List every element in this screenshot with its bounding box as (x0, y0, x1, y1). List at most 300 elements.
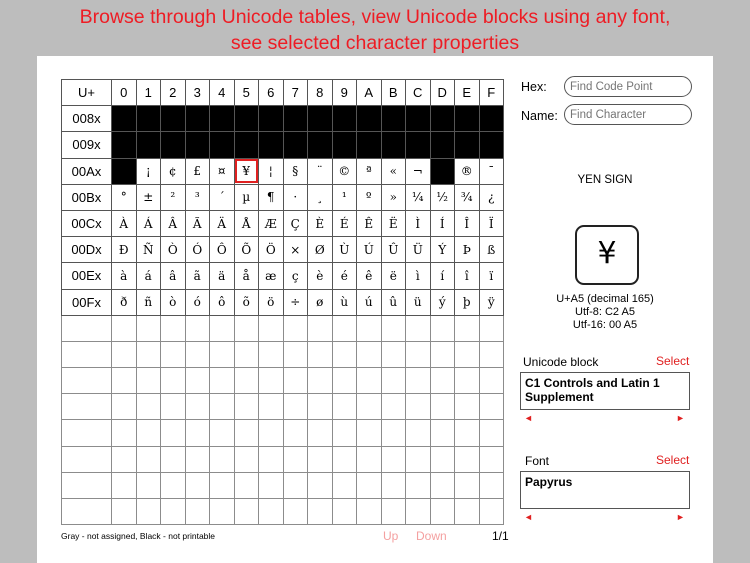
empty-cell (210, 499, 235, 525)
font-select-button[interactable]: Select (656, 453, 690, 467)
unicode-block-value[interactable]: C1 Controls and Latin 1 Supplement (520, 372, 690, 410)
column-header: B (381, 80, 406, 106)
character-cell[interactable] (406, 132, 431, 158)
character-cell[interactable]: ¯ (479, 158, 504, 184)
empty-cell (430, 420, 455, 446)
character-cell[interactable]: Æ (259, 210, 284, 236)
character-cell[interactable]: ú (357, 289, 382, 315)
table-corner-label: U+ (62, 80, 112, 106)
empty-cell (234, 446, 259, 472)
column-header: 2 (161, 80, 186, 106)
character-cell[interactable]: ÷ (283, 289, 308, 315)
empty-cell (112, 420, 137, 446)
row-label: 00Ax (62, 158, 112, 184)
empty-cell (161, 368, 186, 394)
empty-cell (479, 315, 504, 341)
character-cell[interactable] (455, 106, 480, 132)
empty-cell (479, 499, 504, 525)
empty-cell (210, 315, 235, 341)
empty-cell (430, 446, 455, 472)
empty-cell (308, 472, 333, 498)
empty-cell (161, 341, 186, 367)
character-cell[interactable]: Ï (479, 210, 504, 236)
empty-cell (234, 394, 259, 420)
character-cell[interactable]: Ã (185, 210, 210, 236)
empty-cell (185, 341, 210, 367)
character-cell[interactable]: Ü (406, 237, 431, 263)
empty-cell (455, 420, 480, 446)
empty-cell (332, 499, 357, 525)
character-cell[interactable] (210, 132, 235, 158)
column-header: 3 (185, 80, 210, 106)
character-cell[interactable] (455, 132, 480, 158)
character-cell[interactable]: × (283, 237, 308, 263)
empty-cell (283, 420, 308, 446)
empty-cell (479, 446, 504, 472)
character-cell[interactable]: ¶ (259, 184, 284, 210)
empty-cell (332, 472, 357, 498)
character-cell[interactable]: Ð (112, 237, 137, 263)
character-cell[interactable]: ÿ (479, 289, 504, 315)
empty-cell (234, 368, 259, 394)
empty-cell (185, 315, 210, 341)
empty-cell (210, 394, 235, 420)
empty-cell (455, 341, 480, 367)
character-cell[interactable]: â (161, 263, 186, 289)
character-cell[interactable]: Õ (234, 237, 259, 263)
empty-cell (210, 368, 235, 394)
character-cell[interactable]: è (308, 263, 333, 289)
empty-cell (185, 472, 210, 498)
character-cell[interactable]: ¸ (308, 184, 333, 210)
block-next-arrow-icon[interactable]: ► (676, 413, 685, 423)
empty-table-row (62, 341, 504, 367)
empty-cell (308, 446, 333, 472)
empty-cell (234, 472, 259, 498)
empty-cell (455, 394, 480, 420)
character-cell[interactable]: ù (332, 289, 357, 315)
empty-cell (308, 315, 333, 341)
empty-cell (381, 394, 406, 420)
empty-cell (112, 368, 137, 394)
character-cell[interactable]: ü (406, 289, 431, 315)
character-cell[interactable]: à (112, 263, 137, 289)
column-header: F (479, 80, 504, 106)
empty-cell (112, 499, 137, 525)
character-cell[interactable]: Ç (283, 210, 308, 236)
column-header: 6 (259, 80, 284, 106)
empty-cell (283, 368, 308, 394)
character-cell[interactable]: ² (161, 184, 186, 210)
character-cell[interactable] (308, 132, 333, 158)
empty-cell (234, 420, 259, 446)
empty-cell (308, 420, 333, 446)
character-cell[interactable]: Ê (357, 210, 382, 236)
table-row (62, 210, 504, 236)
empty-cell (161, 446, 186, 472)
empty-cell (136, 394, 161, 420)
empty-cell (406, 368, 431, 394)
character-cell[interactable] (234, 132, 259, 158)
empty-cell (234, 341, 259, 367)
character-cell[interactable]: ½ (430, 184, 455, 210)
character-cell[interactable]: Î (455, 210, 480, 236)
character-cell[interactable] (259, 132, 284, 158)
character-cell[interactable]: ¨ (308, 158, 333, 184)
empty-cell (259, 472, 284, 498)
unicode-table (61, 79, 504, 525)
character-cell[interactable]: Ý (430, 237, 455, 263)
character-cell[interactable]: ô (210, 289, 235, 315)
empty-cell (332, 446, 357, 472)
character-cell[interactable] (112, 158, 137, 184)
table-row (62, 158, 504, 184)
character-code-info (521, 293, 689, 332)
column-header: 7 (283, 80, 308, 106)
character-cell[interactable]: ¼ (406, 184, 431, 210)
character-cell[interactable] (210, 106, 235, 132)
character-cell[interactable] (479, 132, 504, 158)
character-cell[interactable]: Í (430, 210, 455, 236)
character-cell[interactable] (185, 106, 210, 132)
character-cell[interactable]: ® (455, 158, 480, 184)
empty-cell (259, 394, 284, 420)
empty-cell (62, 420, 112, 446)
row-label: 00Dx (62, 237, 112, 263)
character-cell[interactable]: Ä (210, 210, 235, 236)
character-cell[interactable]: » (381, 184, 406, 210)
character-cell[interactable]: Å (234, 210, 259, 236)
character-cell[interactable] (332, 106, 357, 132)
empty-cell (185, 446, 210, 472)
character-cell[interactable] (259, 106, 284, 132)
character-cell[interactable]: ë (381, 263, 406, 289)
character-cell[interactable]: ¹ (332, 184, 357, 210)
empty-cell (185, 420, 210, 446)
character-cell[interactable]: æ (259, 263, 284, 289)
column-header: E (455, 80, 480, 106)
character-cell[interactable]: ¢ (161, 158, 186, 184)
empty-cell (308, 341, 333, 367)
table-header-row (62, 80, 504, 106)
character-cell[interactable] (430, 132, 455, 158)
name-label: Name: (521, 109, 558, 123)
empty-cell (455, 446, 480, 472)
table-row (62, 132, 504, 158)
character-cell[interactable]: µ (234, 184, 259, 210)
character-cell[interactable] (430, 158, 455, 184)
hex-search-input[interactable] (564, 76, 692, 97)
utf16-encoding: Utf-16: 00 A5 (572, 319, 638, 331)
table-row (62, 106, 504, 132)
empty-cell (259, 341, 284, 367)
empty-cell (161, 394, 186, 420)
empty-cell (381, 420, 406, 446)
column-header: 4 (210, 80, 235, 106)
character-cell[interactable] (234, 106, 259, 132)
empty-cell (308, 499, 333, 525)
character-cell[interactable]: õ (234, 289, 259, 315)
character-cell[interactable]: Ñ (136, 237, 161, 263)
empty-cell (136, 420, 161, 446)
row-label: 00Bx (62, 184, 112, 210)
table-row (62, 184, 504, 210)
character-cell[interactable]: û (381, 289, 406, 315)
empty-cell (210, 341, 235, 367)
character-cell[interactable]: Û (381, 237, 406, 263)
empty-cell (136, 446, 161, 472)
empty-cell (62, 499, 112, 525)
empty-cell (161, 420, 186, 446)
empty-table-row (62, 472, 504, 498)
empty-cell (357, 341, 382, 367)
character-cell[interactable]: í (430, 263, 455, 289)
table-legend: Gray - not assigned, Black - not printable (61, 531, 216, 541)
empty-cell (136, 315, 161, 341)
character-cell[interactable]: î (455, 263, 480, 289)
unicode-block-label: Unicode block (523, 355, 599, 369)
empty-cell (185, 368, 210, 394)
character-cell[interactable] (112, 132, 137, 158)
empty-cell (381, 315, 406, 341)
character-cell[interactable]: « (381, 158, 406, 184)
character-cell[interactable] (161, 106, 186, 132)
empty-cell (430, 368, 455, 394)
character-cell[interactable]: © (332, 158, 357, 184)
character-cell[interactable]: ¡ (136, 158, 161, 184)
column-header: 9 (332, 80, 357, 106)
empty-cell (430, 472, 455, 498)
character-cell[interactable]: Ö (259, 237, 284, 263)
code-point: U+A5 (decimal 165) (556, 293, 654, 305)
empty-cell (455, 368, 480, 394)
empty-cell (332, 394, 357, 420)
empty-cell (259, 420, 284, 446)
empty-cell (234, 315, 259, 341)
empty-cell (234, 499, 259, 525)
character-cell[interactable]: þ (455, 289, 480, 315)
character-cell[interactable] (381, 106, 406, 132)
character-cell[interactable]: ¥ (234, 158, 259, 184)
empty-cell (161, 499, 186, 525)
character-cell[interactable] (357, 106, 382, 132)
empty-cell (136, 499, 161, 525)
character-cell[interactable]: ¦ (259, 158, 284, 184)
empty-cell (455, 472, 480, 498)
empty-cell (112, 394, 137, 420)
table-row (62, 237, 504, 263)
character-cell[interactable] (357, 132, 382, 158)
character-cell[interactable]: ´ (210, 184, 235, 210)
empty-cell (308, 368, 333, 394)
empty-cell (406, 420, 431, 446)
character-cell[interactable]: Ì (406, 210, 431, 236)
empty-cell (430, 394, 455, 420)
empty-cell (185, 394, 210, 420)
empty-cell (357, 368, 382, 394)
character-cell[interactable] (161, 132, 186, 158)
character-cell[interactable]: ³ (185, 184, 210, 210)
character-cell[interactable]: £ (185, 158, 210, 184)
column-header: 5 (234, 80, 259, 106)
table-row (62, 289, 504, 315)
empty-cell (283, 446, 308, 472)
character-cell[interactable]: À (112, 210, 137, 236)
empty-cell (357, 446, 382, 472)
character-cell[interactable]: Ù (332, 237, 357, 263)
character-cell[interactable]: Þ (455, 237, 480, 263)
row-label: 00Ex (62, 263, 112, 289)
character-cell[interactable] (479, 106, 504, 132)
character-glyph-preview: ¥ (575, 225, 639, 285)
empty-cell (112, 472, 137, 498)
empty-cell (62, 394, 112, 420)
empty-cell (406, 499, 431, 525)
character-cell[interactable]: å (234, 263, 259, 289)
character-cell[interactable]: º (357, 184, 382, 210)
empty-cell (112, 315, 137, 341)
empty-cell (210, 472, 235, 498)
empty-cell (381, 368, 406, 394)
character-cell[interactable]: Ø (308, 237, 333, 263)
hex-label: Hex: (521, 80, 547, 94)
empty-cell (357, 315, 382, 341)
character-cell[interactable]: á (136, 263, 161, 289)
character-cell[interactable]: Ó (185, 237, 210, 263)
name-search-input[interactable] (564, 104, 692, 125)
character-cell[interactable]: Ò (161, 237, 186, 263)
empty-cell (406, 446, 431, 472)
empty-cell (283, 341, 308, 367)
character-cell[interactable]: ó (185, 289, 210, 315)
character-cell[interactable]: ± (136, 184, 161, 210)
character-cell[interactable]: ¬ (406, 158, 431, 184)
character-cell[interactable] (136, 106, 161, 132)
character-cell[interactable]: Ô (210, 237, 235, 263)
character-cell[interactable]: É (332, 210, 357, 236)
empty-cell (62, 446, 112, 472)
empty-cell (136, 341, 161, 367)
empty-cell (406, 315, 431, 341)
character-cell[interactable]: ã (185, 263, 210, 289)
character-cell[interactable]: ª (357, 158, 382, 184)
character-cell[interactable] (283, 106, 308, 132)
character-cell[interactable] (283, 132, 308, 158)
character-cell[interactable]: È (308, 210, 333, 236)
row-label: 00Fx (62, 289, 112, 315)
character-cell[interactable]: é (332, 263, 357, 289)
empty-cell (259, 499, 284, 525)
row-label: 009x (62, 132, 112, 158)
character-cell[interactable]: ý (430, 289, 455, 315)
empty-cell (430, 499, 455, 525)
font-value[interactable]: Papyrus (520, 471, 690, 509)
empty-cell (357, 394, 382, 420)
character-cell[interactable]: Ú (357, 237, 382, 263)
character-cell[interactable]: ö (259, 289, 284, 315)
character-cell[interactable]: · (283, 184, 308, 210)
banner-line-2: see selected character properties (230, 32, 520, 54)
character-cell[interactable]: ° (112, 184, 137, 210)
page-up-button[interactable]: Up (383, 529, 399, 543)
empty-cell (381, 446, 406, 472)
empty-cell (430, 315, 455, 341)
empty-cell (112, 446, 137, 472)
character-cell[interactable]: ä (210, 263, 235, 289)
empty-cell (332, 420, 357, 446)
character-cell[interactable]: Á (136, 210, 161, 236)
character-cell[interactable]: Ë (381, 210, 406, 236)
page-indicator: 1/1 (492, 529, 509, 543)
empty-cell (357, 420, 382, 446)
empty-table-row (62, 394, 504, 420)
column-header: A (357, 80, 382, 106)
character-cell[interactable]: ¿ (479, 184, 504, 210)
character-cell[interactable] (332, 132, 357, 158)
character-cell[interactable]: Â (161, 210, 186, 236)
block-select-button[interactable]: Select (656, 354, 690, 368)
row-label: 00Cx (62, 210, 112, 236)
empty-table-row (62, 315, 504, 341)
character-cell[interactable]: ò (161, 289, 186, 315)
empty-cell (479, 420, 504, 446)
empty-cell (406, 341, 431, 367)
character-cell[interactable]: ç (283, 263, 308, 289)
empty-cell (259, 315, 284, 341)
character-cell[interactable] (185, 132, 210, 158)
character-cell[interactable]: ñ (136, 289, 161, 315)
empty-cell (283, 394, 308, 420)
empty-cell (62, 341, 112, 367)
character-cell[interactable]: ø (308, 289, 333, 315)
empty-cell (283, 499, 308, 525)
character-cell[interactable]: ß (479, 237, 504, 263)
empty-cell (136, 472, 161, 498)
character-cell[interactable]: ì (406, 263, 431, 289)
empty-cell (210, 446, 235, 472)
empty-cell (332, 341, 357, 367)
empty-cell (479, 368, 504, 394)
empty-cell (210, 420, 235, 446)
banner-line-1: Browse through Unicode tables, view Unicode blocks using any font, (79, 6, 671, 28)
empty-cell (112, 341, 137, 367)
empty-cell (381, 499, 406, 525)
column-header: 0 (112, 80, 137, 106)
character-cell[interactable]: ¾ (455, 184, 480, 210)
empty-cell (308, 394, 333, 420)
page-down-button[interactable]: Down (416, 529, 447, 543)
empty-cell (161, 472, 186, 498)
character-cell[interactable] (136, 132, 161, 158)
column-header: D (430, 80, 455, 106)
character-cell[interactable] (308, 106, 333, 132)
empty-cell (381, 341, 406, 367)
empty-cell (357, 499, 382, 525)
character-cell[interactable]: ¤ (210, 158, 235, 184)
character-cell[interactable]: ð (112, 289, 137, 315)
font-prev-arrow-icon[interactable]: ◄ (524, 512, 533, 522)
character-cell[interactable] (381, 132, 406, 158)
character-cell[interactable]: § (283, 158, 308, 184)
character-cell[interactable] (430, 106, 455, 132)
character-cell[interactable]: ê (357, 263, 382, 289)
character-cell[interactable]: ï (479, 263, 504, 289)
character-cell[interactable] (112, 106, 137, 132)
character-cell[interactable] (406, 106, 431, 132)
font-next-arrow-icon[interactable]: ► (676, 512, 685, 522)
block-prev-arrow-icon[interactable]: ◄ (524, 413, 533, 423)
empty-cell (479, 341, 504, 367)
